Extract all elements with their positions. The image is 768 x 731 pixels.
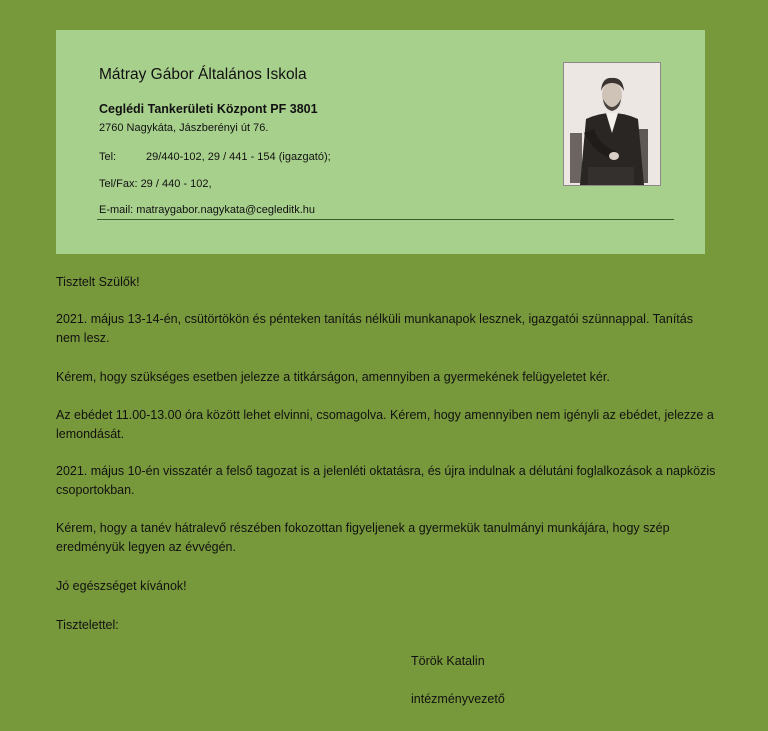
wishes: Jó egészséget kívánok! (56, 579, 187, 593)
paragraph-4: 2021. május 10-én visszatér a felső tagozat is a jelenléti oktatásra, és újra indulnak a délutáni foglalkozások a napközis csoportokban. (56, 464, 716, 497)
telephone-line (99, 151, 331, 163)
signer-title: intézményvezető (411, 692, 505, 706)
paragraph-1: 2021. május 13-14-én, csütörtökön és pénteken tanítás nélküli munkanapok lesznek, igazgatói szünnappal. Tanítás nem lesz. (56, 312, 693, 345)
closing: Tisztelettel: (56, 618, 119, 632)
portrait-illustration-icon (564, 63, 660, 185)
letterhead (56, 30, 705, 254)
tel-label: Tel: (99, 151, 117, 163)
paragraph-5: Kérem, hogy a tanév hátralevő részében fokozottan figyeljenek a gyermekük tanulmányi munkájára, hogy szép eredményük legyen az évvégén. (56, 521, 670, 554)
signer-name: Török Katalin (411, 654, 485, 668)
greeting: Tisztelt Szülők! (56, 275, 140, 289)
portrait-image (563, 62, 661, 186)
school-name: Mátray Gábor Általános Iskola (99, 66, 307, 83)
paragraph-3: Az ebédet 11.00-13.00 óra között lehet elvinni, csomagolva. Kérem, hogy amennyiben nem igényli az ebédet, jelezze a lemondását. (56, 408, 714, 441)
district-name: Ceglédi Tankerületi Központ PF 3801 (99, 102, 318, 116)
email-line: E-mail: matraygabor.nagykata@cegleditk.hu (99, 204, 315, 216)
header-divider (97, 219, 674, 220)
tel-value: 29/440-102, 29 / 441 - 154 (igazgató); (146, 151, 331, 163)
school-address: 2760 Nagykáta, Jászberényi út 76. (99, 122, 269, 134)
fax-line: Tel/Fax: 29 / 440 - 102, (99, 178, 212, 190)
paragraph-2: Kérem, hogy szükséges esetben jelezze a titkárságon, amennyiben a gyermekének felügyeletet kér. (56, 370, 610, 384)
